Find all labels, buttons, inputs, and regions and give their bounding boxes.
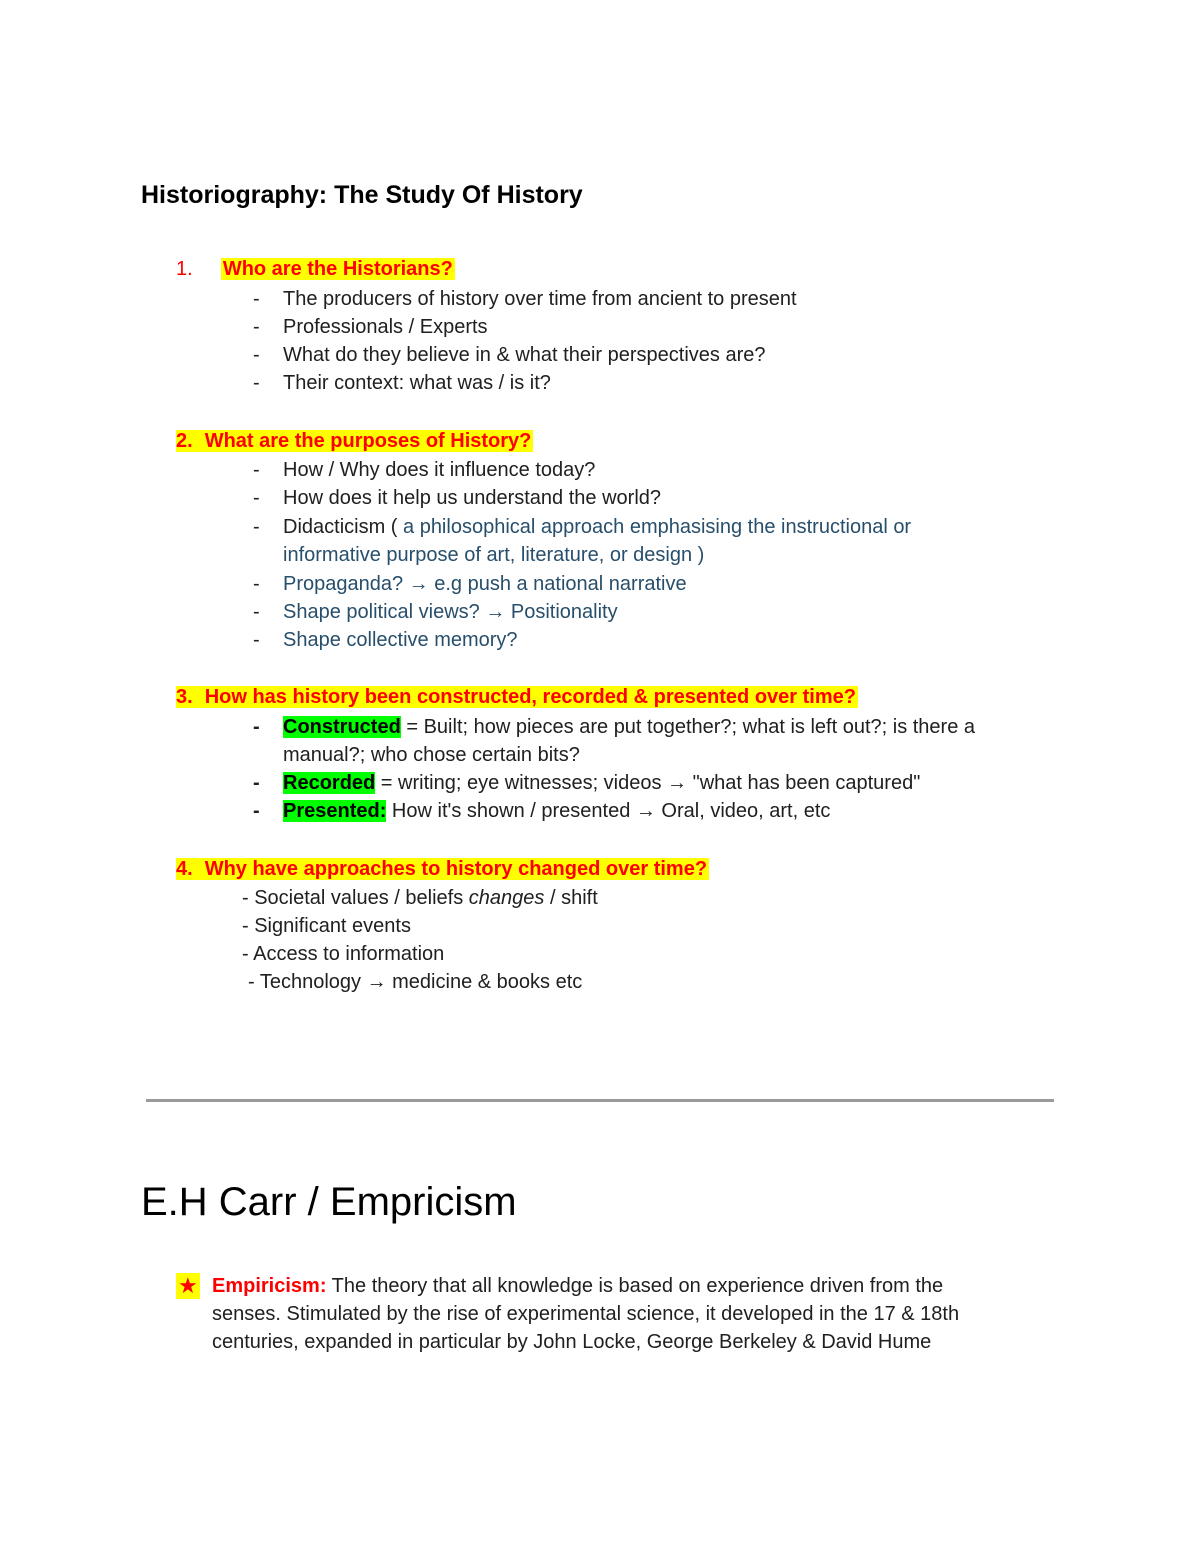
section-1-number: 1. — [176, 258, 193, 280]
section-2-title — [176, 430, 533, 452]
constructed-label: Constructed — [283, 716, 401, 738]
empiricism-label: Empiricism: — [212, 1275, 327, 1297]
presented-text: How it's shown / presented → Oral, video, art, etc — [386, 800, 831, 822]
section-3-title-text: How has history been constructed, recorded & presented over time? — [204, 686, 856, 708]
list-item: The producers of history over time from ancient to present — [283, 288, 797, 310]
section-2-title-text: What are the purposes of History? — [204, 430, 532, 452]
list-item-continuation: informative purpose of art, literature, or design ) — [283, 544, 705, 566]
list-item: - Significant events — [242, 915, 411, 937]
section-2-number: 2. — [176, 430, 193, 452]
bullet-dash: - — [253, 573, 260, 595]
didacticism-term: Didacticism ( — [283, 516, 398, 538]
bullet-dash: - — [253, 288, 260, 310]
star-icon: ★ — [178, 1273, 198, 1298]
list-item: Propaganda? → e.g push a national narrative — [283, 573, 687, 595]
bullet-dash: - — [253, 372, 260, 394]
list-item-text: / shift — [544, 887, 598, 909]
bullet-dash: - — [253, 601, 260, 623]
list-item: Shape political views? → Positionality — [283, 601, 618, 623]
list-item — [283, 516, 911, 539]
bullet-dash: - — [253, 629, 260, 651]
section-1-heading — [176, 258, 455, 281]
list-item-text: - Societal values / beliefs — [242, 887, 469, 909]
bullet-dash: - — [253, 316, 260, 338]
section-3-number: 3. — [176, 686, 193, 708]
horizontal-divider — [146, 1099, 1054, 1102]
recorded-label: Recorded — [283, 772, 376, 794]
bullet-dash: - — [253, 516, 260, 538]
section-heading-carr: E.H Carr / Empricism — [141, 1180, 517, 1224]
list-item-continuation: manual?; who chose certain bits? — [283, 744, 580, 766]
section-3-title — [176, 686, 858, 708]
list-item — [242, 887, 598, 910]
recorded-text: = writing; eye witnesses; videos → "what has been captured" — [375, 772, 921, 794]
empiricism-line: senses. Stimulated by the rise of experimental science, it developed in the 17 & 18th — [212, 1303, 960, 1325]
section-2-heading — [176, 430, 533, 453]
section-4-number: 4. — [176, 858, 193, 880]
bullet-dash: - — [253, 716, 260, 738]
list-item: How / Why does it influence today? — [283, 459, 596, 481]
presented-label: Presented: — [283, 800, 387, 822]
bullet-dash: - — [253, 487, 260, 509]
section-1-title: Who are the Historians? — [222, 258, 453, 280]
list-item: - Access to information — [242, 943, 445, 965]
list-item — [283, 716, 975, 739]
bullet-dash: - — [253, 772, 260, 794]
bullet-dash: - — [253, 344, 260, 366]
didacticism-definition: a philosophical approach emphasising the instructional or — [397, 516, 912, 538]
list-item: - Technology → medicine & books etc — [248, 971, 583, 993]
section-4-title — [176, 858, 709, 880]
list-item: Their context: what was / is it? — [283, 372, 551, 394]
constructed-text: = Built; how pieces are put together?; what is left out?; is there a — [400, 716, 976, 738]
page-title: Historiography: The Study Of History — [141, 181, 583, 209]
bullet-dash: - — [253, 459, 260, 481]
list-item — [283, 800, 830, 823]
bullet-dash: - — [253, 800, 260, 822]
list-item: Shape collective memory? — [283, 629, 518, 651]
list-item: Professionals / Experts — [283, 316, 488, 338]
empiricism-line — [212, 1275, 943, 1298]
list-item: What do they believe in & what their perspectives are? — [283, 344, 766, 366]
list-item: How does it help us understand the world? — [283, 487, 662, 509]
section-4-title-text: Why have approaches to history changed over time? — [204, 858, 708, 880]
list-item — [283, 772, 920, 795]
section-4-heading — [176, 858, 709, 881]
section-3-heading — [176, 686, 858, 709]
list-item-emphasis: changes — [468, 887, 545, 909]
empiricism-text: The theory that all knowledge is based on experience driven from the — [326, 1275, 944, 1297]
empiricism-line: centuries, expanded in particular by John Locke, George Berkeley & David Hume — [212, 1331, 932, 1353]
